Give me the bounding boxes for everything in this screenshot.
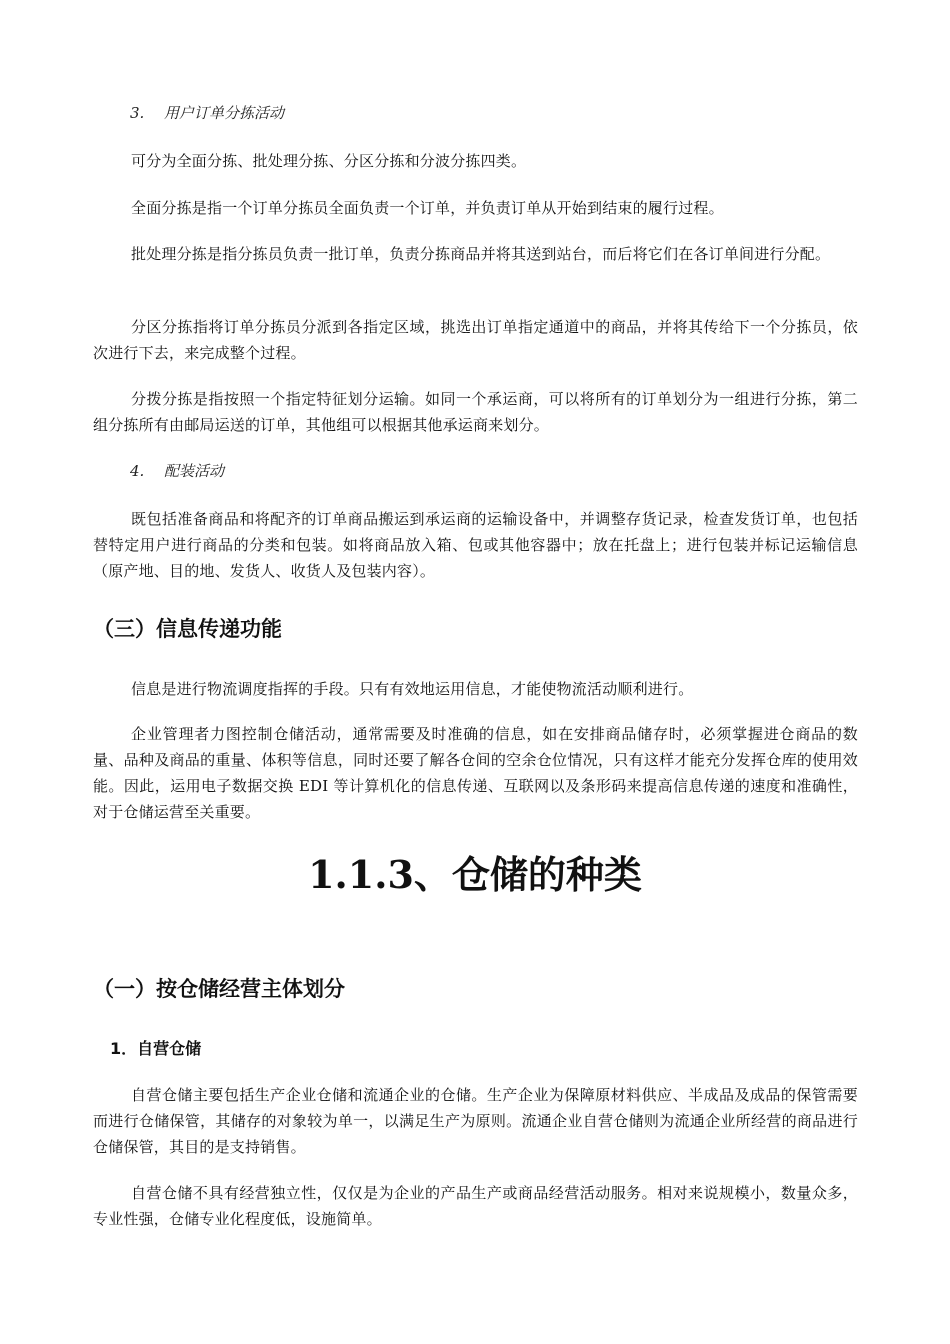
paragraph: 企业管理者力图控制仓储活动，通常需要及时准确的信息，如在安排商品储存时，必须掌握进仓商品的数量、品种及商品的重量、体积等信息，同时还要了解各仓间的空余仓位情况，只有这样才能充分发挥仓库的使用效能。因此，运用电子数据交换 EDI 等计算机化的信息传递、互联网以及条形码来提高信息传递的速度和准确性，对于仓储运营至关重要。	[93, 725, 858, 821]
paragraph: 信息是进行物流调度指挥的手段。只有有效地运用信息，才能使物流活动顺利进行。	[131, 680, 694, 698]
paragraph: 既包括准备商品和将配齐的订单商品搬运到承运商的运输设备中，并调整存货记录，检查发货订单，也包括替特定用户进行商品的分类和包装。如将商品放入箱、包或其他容器中；放在托盘上；进行包装并标记运输信息（原产地、目的地、发货人、收货人及包装内容）。	[93, 510, 858, 580]
paragraph: 自营仓储主要包括生产企业仓储和流通企业的仓储。生产企业为保障原材料供应、半成品及成品的保管需要而进行仓储保管，其储存的对象较为单一，以满足生产为原则。流通企业自营仓储则为流通企业所经营的商品进行仓储保管，其目的是支持销售。	[93, 1086, 858, 1156]
section-heading-info: （三）信息传递功能	[93, 617, 282, 641]
subsection-heading-self-operated: 1．自营仓储	[110, 1039, 202, 1058]
section-heading-types: （一）按仓储经营主体划分	[93, 977, 345, 1001]
paragraph: 批处理分拣是指分拣员负责一批订单，负责分拣商品并将其送到站台，而后将它们在各订单间进行分配。	[131, 245, 831, 263]
subsection-title-text: 用户订单分拣活动	[164, 104, 285, 122]
paragraph: 可分为全面分拣、批处理分拣、分区分拣和分波分拣四类。	[131, 152, 527, 170]
subsection-picking-title	[130, 100, 895, 126]
paragraph: 自营仓储不具有经营独立性，仅仅是为企业的产品生产或商品经营活动服务。相对来说规模小，数量众多，专业性强，仓储专业化程度低，设施简单。	[93, 1184, 858, 1228]
paragraph: 全面分拣是指一个订单分拣员全面负责一个订单，并负责订单从开始到结束的履行过程。	[131, 199, 724, 217]
subsection-title-text: 配装活动	[164, 462, 225, 480]
subsection-number: 4.	[130, 462, 145, 480]
paragraph: 分区分拣指将订单分拣员分派到各指定区域，挑选出订单指定通道中的商品，并将其传给下一个分拣员，依次进行下去，来完成整个过程。	[93, 318, 858, 362]
subsection-packing-title	[130, 458, 895, 484]
paragraph: 分拨分拣是指按照一个指定特征划分运输。如同一个承运商，可以将所有的订单划分为一组进行分拣，第二组分拣所有由邮局运送的订单，其他组可以根据其他承运商来划分。	[93, 390, 858, 434]
chapter-title: 1.1.3、仓储的种类	[308, 852, 642, 897]
subsection-number: 3.	[130, 104, 145, 122]
